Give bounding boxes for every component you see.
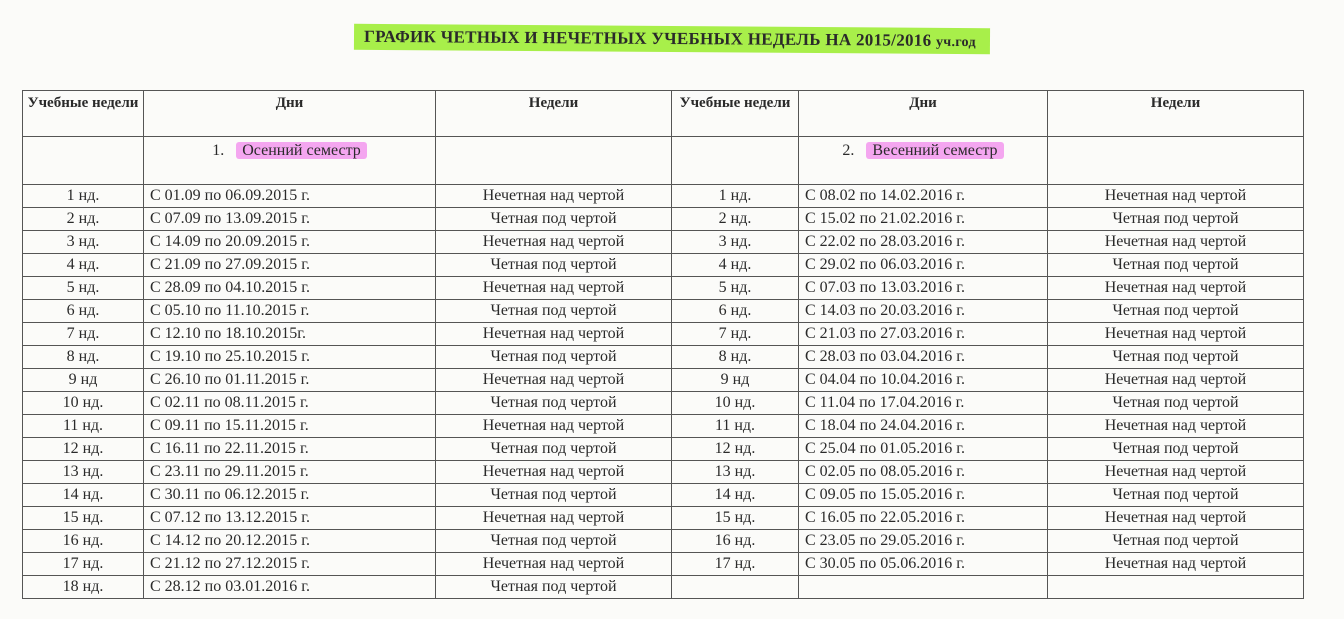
autumn-parity-cell: Нечетная над чертой [436,461,672,484]
autumn-parity-cell: Четная под чертой [436,346,672,369]
table-row [23,553,1304,576]
spring-days-cell: С 11.04 по 17.04.2016 г. [799,392,1048,415]
spring-parity-cell: Четная под чертой [1048,438,1304,461]
semester-empty-cell [23,137,144,185]
spring-parity-cell: Четная под чертой [1048,530,1304,553]
autumn-week-cell: 8 нд. [23,346,144,369]
autumn-week-cell: 11 нд. [23,415,144,438]
table-row [23,415,1304,438]
spring-parity-cell: Нечетная над чертой [1048,277,1304,300]
autumn-days-cell: С 26.10 по 01.11.2015 г. [144,369,436,392]
spring-parity-cell: Четная под чертой [1048,208,1304,231]
spring-parity-cell: Нечетная над чертой [1048,323,1304,346]
table-row [23,369,1304,392]
autumn-days-cell: С 21.12 по 27.12.2015 г. [144,553,436,576]
spring-days-cell: С 16.05 по 22.05.2016 г. [799,507,1048,530]
header-row [23,91,1304,137]
semester-autumn-label: Осенний семестр [236,142,367,159]
table-row [23,300,1304,323]
spring-parity-cell: Нечетная над чертой [1048,461,1304,484]
autumn-days-cell: С 01.09 по 06.09.2015 г. [144,185,436,208]
autumn-days-cell: С 19.10 по 25.10.2015 г. [144,346,436,369]
spring-week-cell: 4 нд. [672,254,799,277]
spring-parity-cell: Нечетная над чертой [1048,415,1304,438]
autumn-week-cell: 18 нд. [23,576,144,599]
header-days-spring: Дни [799,91,1048,137]
autumn-days-cell: С 23.11 по 29.11.2015 г. [144,461,436,484]
autumn-days-cell: С 30.11 по 06.12.2015 г. [144,484,436,507]
spring-days-cell: С 02.05 по 08.05.2016 г. [799,461,1048,484]
autumn-parity-cell: Нечетная над чертой [436,415,672,438]
autumn-week-cell: 14 нд. [23,484,144,507]
table-row [23,323,1304,346]
table-row [23,346,1304,369]
table-row [23,254,1304,277]
table-row [23,461,1304,484]
spring-days-cell: С 08.02 по 14.02.2016 г. [799,185,1048,208]
semester-spring-num: 2. [842,142,855,159]
autumn-week-cell: 13 нд. [23,461,144,484]
header-weeks-autumn: Учебные недели [23,91,144,137]
table-row [23,392,1304,415]
semester-empty-cell [672,137,799,185]
autumn-parity-cell: Нечетная над чертой [436,553,672,576]
spring-week-cell: 1 нд. [672,185,799,208]
spring-week-cell: 17 нд. [672,553,799,576]
autumn-days-cell: С 28.12 по 03.01.2016 г. [144,576,436,599]
header-days-autumn: Дни [144,91,436,137]
spring-days-cell: С 25.04 по 01.05.2016 г. [799,438,1048,461]
spring-week-cell [672,576,799,599]
title-wrap [0,26,1344,52]
semester-empty-cell [1048,137,1304,185]
spring-week-cell: 6 нд. [672,300,799,323]
semester-spring [799,137,1048,185]
autumn-days-cell: С 14.09 по 20.09.2015 г. [144,231,436,254]
autumn-days-cell: С 05.10 по 11.10.2015 г. [144,300,436,323]
spring-days-cell: С 30.05 по 05.06.2016 г. [799,553,1048,576]
header-weeks-spring: Учебные недели [672,91,799,137]
spring-parity-cell: Четная под чертой [1048,392,1304,415]
spring-days-cell: С 29.02 по 06.03.2016 г. [799,254,1048,277]
autumn-parity-cell: Нечетная над чертой [436,369,672,392]
spring-parity-cell [1048,576,1304,599]
spring-week-cell: 16 нд. [672,530,799,553]
spring-parity-cell: Нечетная над чертой [1048,507,1304,530]
header-parity-spring: Недели [1048,91,1304,137]
autumn-parity-cell: Четная под чертой [436,576,672,599]
autumn-parity-cell: Нечетная над чертой [436,231,672,254]
table-row [23,438,1304,461]
autumn-days-cell: С 16.11 по 22.11.2015 г. [144,438,436,461]
autumn-week-cell: 16 нд. [23,530,144,553]
table-row [23,277,1304,300]
autumn-parity-cell: Нечетная над чертой [436,323,672,346]
spring-parity-cell: Четная под чертой [1048,346,1304,369]
autumn-week-cell: 1 нд. [23,185,144,208]
semester-row [23,137,1304,185]
autumn-parity-cell: Четная под чертой [436,530,672,553]
spring-days-cell: С 07.03 по 13.03.2016 г. [799,277,1048,300]
spring-parity-cell: Нечетная над чертой [1048,185,1304,208]
title-main: ГРАФИК ЧЕТНЫХ И НЕЧЕТНЫХ УЧЕБНЫХ НЕДЕЛЬ НА 2015/2016 [363,26,932,50]
autumn-parity-cell: Нечетная над чертой [436,185,672,208]
spring-week-cell: 15 нд. [672,507,799,530]
autumn-week-cell: 10 нд. [23,392,144,415]
spring-week-cell: 3 нд. [672,231,799,254]
autumn-days-cell: С 07.09 по 13.09.2015 г. [144,208,436,231]
spring-parity-cell: Нечетная над чертой [1048,369,1304,392]
autumn-week-cell: 5 нд. [23,277,144,300]
spring-parity-cell: Нечетная над чертой [1048,231,1304,254]
autumn-parity-cell: Нечетная над чертой [436,507,672,530]
spring-week-cell: 13 нд. [672,461,799,484]
header-parity-autumn: Недели [436,91,672,137]
autumn-parity-cell: Четная под чертой [436,484,672,507]
spring-week-cell: 5 нд. [672,277,799,300]
semester-autumn-num: 1. [212,142,225,159]
autumn-week-cell: 6 нд. [23,300,144,323]
table-row [23,185,1304,208]
semester-empty-cell [436,137,672,185]
spring-parity-cell: Нечетная над чертой [1048,553,1304,576]
spring-parity-cell: Четная под чертой [1048,300,1304,323]
autumn-week-cell: 12 нд. [23,438,144,461]
table-row [23,530,1304,553]
autumn-week-cell: 9 нд [23,369,144,392]
spring-week-cell: 10 нд. [672,392,799,415]
spring-days-cell: С 23.05 по 29.05.2016 г. [799,530,1048,553]
autumn-days-cell: С 12.10 по 18.10.2015г. [144,323,436,346]
autumn-parity-cell: Четная под чертой [436,438,672,461]
spring-week-cell: 8 нд. [672,346,799,369]
autumn-week-cell: 3 нд. [23,231,144,254]
spring-week-cell: 12 нд. [672,438,799,461]
autumn-days-cell: С 09.11 по 15.11.2015 г. [144,415,436,438]
spring-days-cell: С 15.02 по 21.02.2016 г. [799,208,1048,231]
autumn-week-cell: 17 нд. [23,553,144,576]
spring-days-cell: С 18.04 по 24.04.2016 г. [799,415,1048,438]
spring-days-cell: С 09.05 по 15.05.2016 г. [799,484,1048,507]
spring-days-cell: С 04.04 по 10.04.2016 г. [799,369,1048,392]
schedule-table [22,90,1304,599]
title-suffix: уч.год [935,34,976,51]
spring-week-cell: 14 нд. [672,484,799,507]
spring-days-cell: С 14.03 по 20.03.2016 г. [799,300,1048,323]
autumn-week-cell: 2 нд. [23,208,144,231]
semester-autumn [144,137,436,185]
spring-days-cell: С 28.03 по 03.04.2016 г. [799,346,1048,369]
spring-week-cell: 2 нд. [672,208,799,231]
page-title [354,24,990,54]
spring-parity-cell: Четная под чертой [1048,484,1304,507]
autumn-days-cell: С 02.11 по 08.11.2015 г. [144,392,436,415]
autumn-days-cell: С 28.09 по 04.10.2015 г. [144,277,436,300]
autumn-week-cell: 7 нд. [23,323,144,346]
table-row [23,231,1304,254]
spring-parity-cell: Четная под чертой [1048,254,1304,277]
table-row [23,576,1304,599]
autumn-parity-cell: Четная под чертой [436,300,672,323]
autumn-parity-cell: Четная под чертой [436,392,672,415]
spring-days-cell [799,576,1048,599]
spring-week-cell: 11 нд. [672,415,799,438]
autumn-days-cell: С 14.12 по 20.12.2015 г. [144,530,436,553]
spring-week-cell: 7 нд. [672,323,799,346]
spring-days-cell: С 21.03 по 27.03.2016 г. [799,323,1048,346]
autumn-parity-cell: Четная под чертой [436,208,672,231]
autumn-week-cell: 15 нд. [23,507,144,530]
spring-days-cell: С 22.02 по 28.03.2016 г. [799,231,1048,254]
autumn-week-cell: 4 нд. [23,254,144,277]
autumn-days-cell: С 21.09 по 27.09.2015 г. [144,254,436,277]
table-row [23,507,1304,530]
autumn-parity-cell: Нечетная над чертой [436,277,672,300]
semester-spring-label: Весенний семестр [866,142,1003,159]
spring-week-cell: 9 нд [672,369,799,392]
table-row [23,208,1304,231]
table-row [23,484,1304,507]
autumn-parity-cell: Четная под чертой [436,254,672,277]
autumn-days-cell: С 07.12 по 13.12.2015 г. [144,507,436,530]
